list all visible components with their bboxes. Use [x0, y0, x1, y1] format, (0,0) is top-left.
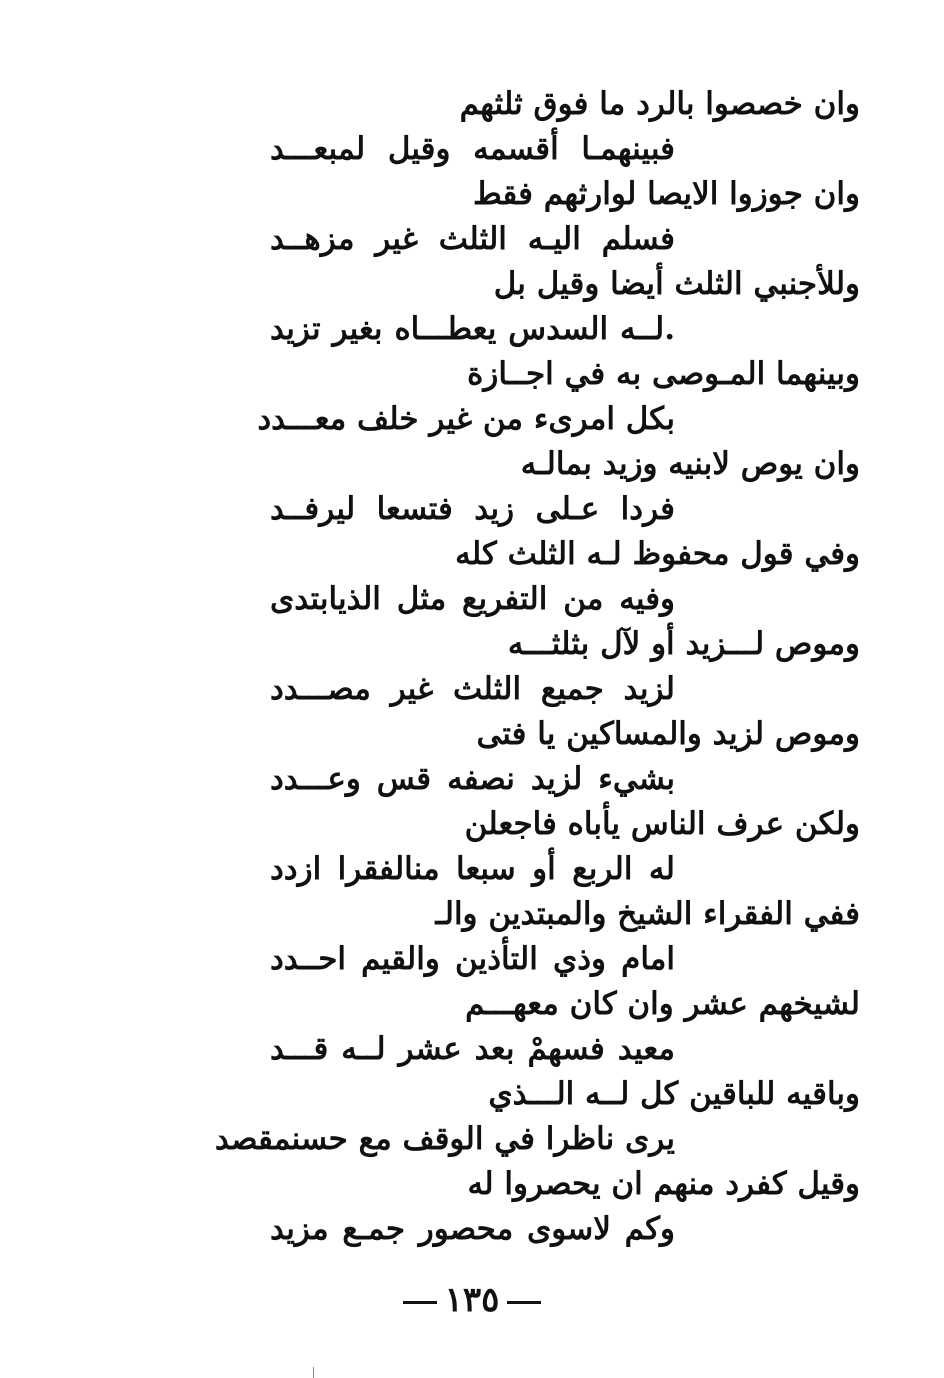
verse-couplet [270, 622, 860, 712]
verse-second-hemistich: يرى ناظرا في الوقف مع حسنمقصد [214, 1121, 675, 1157]
page-number-text: ١٣٥ [444, 1280, 500, 1320]
verse-first-hemistich: وموص لزيد والمساكين يا فتى [476, 716, 860, 752]
verse-first-hemistich: ولكن عرف الناس يأباه فاجعلن [464, 806, 860, 842]
verse-couplet [270, 802, 860, 892]
verse-second-hemistich: بكل امرىء من غير خلف معـــدد [257, 401, 675, 437]
verse-couplet [257, 352, 860, 442]
verse-couplet [270, 982, 860, 1072]
verse-first-hemistich: وللأجنبي الثلث أيضا وقيل بل [493, 266, 860, 302]
verse-couplet [270, 892, 860, 982]
verse-couplet [214, 1072, 860, 1162]
verse-first-hemistich: وقيل كفرد منهم ان يحصروا له [467, 1166, 860, 1202]
verse-first-hemistich: وبينهما المـوصى به في اجــازة [467, 356, 860, 392]
verse-second-hemistich: معيد فسهمْ بعد عشر لــه قـــد [270, 1031, 675, 1067]
verse-first-hemistich: وان جوزوا الايصا لوارثهم فقط [472, 176, 860, 212]
verse-first-hemistich: وموص لـــزيد أو لآل بثلثـــه [507, 626, 860, 662]
verse-first-hemistich: وفي قول محفوظ لـه الثلث كله [455, 536, 860, 572]
verse-second-hemistich: فردا عـلى زيد فتسعا ليرفــد [270, 491, 675, 527]
verse-second-hemistich: .لــه السدس يعطـــاه بغير تزيد [270, 311, 675, 347]
verse-couplet [270, 82, 860, 172]
verse-couplet [270, 172, 860, 262]
dash-left [403, 1301, 437, 1304]
verse-couplet [270, 712, 860, 802]
verse-second-hemistich: فسلم اليـه الثلث غير مزهــد [270, 221, 675, 257]
verse-second-hemistich: لزيد جميع الثلث غير مصـــدد [270, 671, 675, 707]
verse-second-hemistich: وكم لاسوى محصور جمـع مزيد [270, 1211, 675, 1247]
verse-second-hemistich: امام وذي التأذين والقيم احــدد [270, 941, 675, 977]
verse-couplet [270, 532, 860, 622]
verse-second-hemistich: وفيه من التفريع مثل الذيابتدى [270, 581, 675, 617]
verse-couplet [270, 1162, 860, 1252]
poem-body [214, 82, 860, 1252]
verse-first-hemistich: وباقيه للباقين كل لــه الـــذي [488, 1076, 860, 1112]
verse-second-hemistich: بشيء لزيد نصفه قس وعـــدد [270, 761, 675, 797]
verse-first-hemistich: ففي الفقراء الشيخ والمبتدين والـ [435, 896, 860, 932]
verse-first-hemistich: وان خصصوا بالرد ما فوق ثلثهم [459, 86, 860, 122]
verse-second-hemistich: له الربع أو سبعا منالفقرا ازدد [270, 851, 675, 887]
page-number [0, 1278, 944, 1322]
verse-couplet [270, 442, 860, 532]
verse-second-hemistich: فبينهمـا أقسمه وقيل لمبعـــد [270, 131, 675, 167]
verse-first-hemistich: لشيخهم عشر وان كان معهـــم [465, 986, 860, 1022]
scan-margin-mark [313, 1367, 314, 1378]
verse-couplet [270, 262, 860, 352]
verse-first-hemistich: وان يوص لابنيه وزيد بمالـه [520, 446, 860, 482]
dash-right [507, 1301, 541, 1304]
